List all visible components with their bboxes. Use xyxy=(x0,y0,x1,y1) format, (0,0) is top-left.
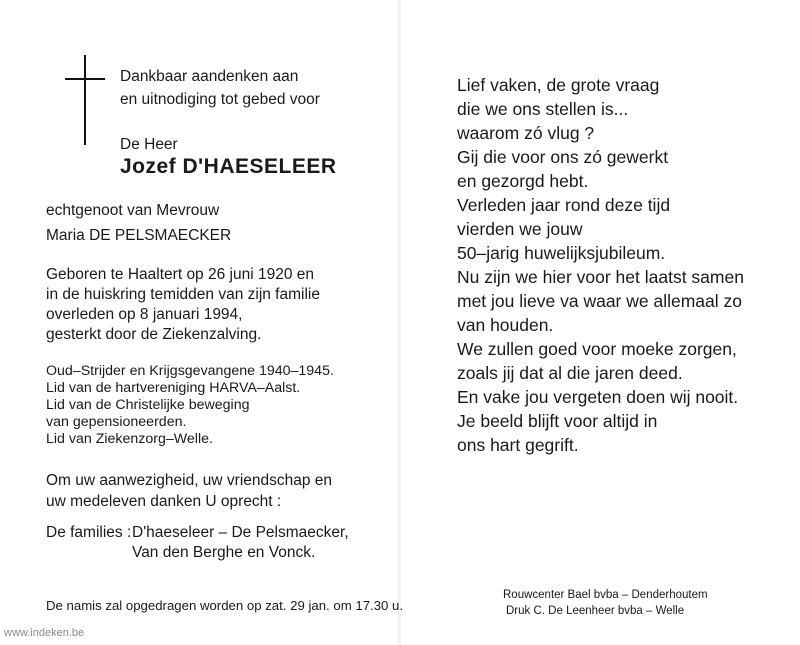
bio-line-2: in de huiskring temidden van zijn familie xyxy=(46,286,320,303)
credit-line-2: Druk C. De Leenheer bvba – Welle xyxy=(506,605,685,617)
poem-line: zoals jij dat al die jaren deed. xyxy=(457,363,683,383)
bio-line-1: Geboren te Haaltert op 26 juni 1920 en xyxy=(46,266,314,283)
poem-line: en gezorgd hebt. xyxy=(457,171,589,191)
families-label: De families : xyxy=(46,524,132,541)
poem-line: En vake jou vergeten doen wij nooit. xyxy=(457,387,739,407)
membership-line-4: van gepensioneerden. xyxy=(46,414,187,430)
spouse-line-2: Maria DE PELSMAECKER xyxy=(46,227,232,244)
poem-line: met jou lieve va waar we allemaal zo xyxy=(457,291,742,311)
families-line-2: Van den Berghe en Vonck. xyxy=(132,544,316,561)
poem-line: We zullen goed voor moeke zorgen, xyxy=(457,339,737,359)
bio-line-4: gesterkt door de Ziekenzalving. xyxy=(46,326,262,343)
spouse-line-1: echtgenoot van Mevrouw xyxy=(46,202,220,219)
membership-line-2: Lid van de hartvereniging HARVA–Aalst. xyxy=(46,380,301,396)
membership-line-1: Oud–Strijder en Krijgsgevangene 1940–1945. xyxy=(46,363,334,379)
poem-line: van houden. xyxy=(457,315,554,335)
poem-line: Je beeld blijft voor altijd in xyxy=(457,411,658,431)
poem-line: waarom zó vlug ? xyxy=(457,123,595,143)
poem-line: Lief vaken, de grote vraag xyxy=(457,75,660,95)
funeral-mass-notice: De namis zal opgedragen worden op zat. 29 jan. om 17.30 u. xyxy=(46,598,404,613)
poem-line: ons hart gegrift. xyxy=(457,435,579,455)
deceased-name: Jozef D'HAESELEER xyxy=(120,155,337,178)
poem-line: Verleden jaar rond deze tijd xyxy=(457,195,671,215)
poem-line: 50–jarig huwelijksjubileum. xyxy=(457,243,666,263)
thanks-line-1: Om uw aanwezigheid, uw vriendschap en xyxy=(46,472,333,489)
thanks-line-2: uw medeleven danken U oprecht : xyxy=(46,493,282,510)
credit-line-1: Rouwcenter Bael bvba – Denderhoutem xyxy=(503,589,708,601)
poem-line: Nu zijn we hier voor het laatst samen xyxy=(457,267,744,287)
poem-line: vierden we jouw xyxy=(457,219,583,239)
poem-line: die we ons stellen is... xyxy=(457,99,629,119)
card-fold xyxy=(398,0,401,645)
intro-line-1: Dankbaar aandenken aan xyxy=(120,68,299,85)
watermark[interactable]: www.indeken.be xyxy=(4,627,85,639)
poem-line: Gij die voor ons zó gewerkt xyxy=(457,147,669,167)
membership-line-3: Lid van de Christelijke beweging xyxy=(46,397,250,413)
families-line-1: D'haeseleer – De Pelsmaecker, xyxy=(132,524,349,541)
intro-line-2: en uitnodiging tot gebed voor xyxy=(120,91,320,108)
honorific: De Heer xyxy=(120,136,178,153)
bio-line-3: overleden op 8 januari 1994, xyxy=(46,306,243,323)
membership-line-5: Lid van Ziekenzorg–Welle. xyxy=(46,431,213,447)
